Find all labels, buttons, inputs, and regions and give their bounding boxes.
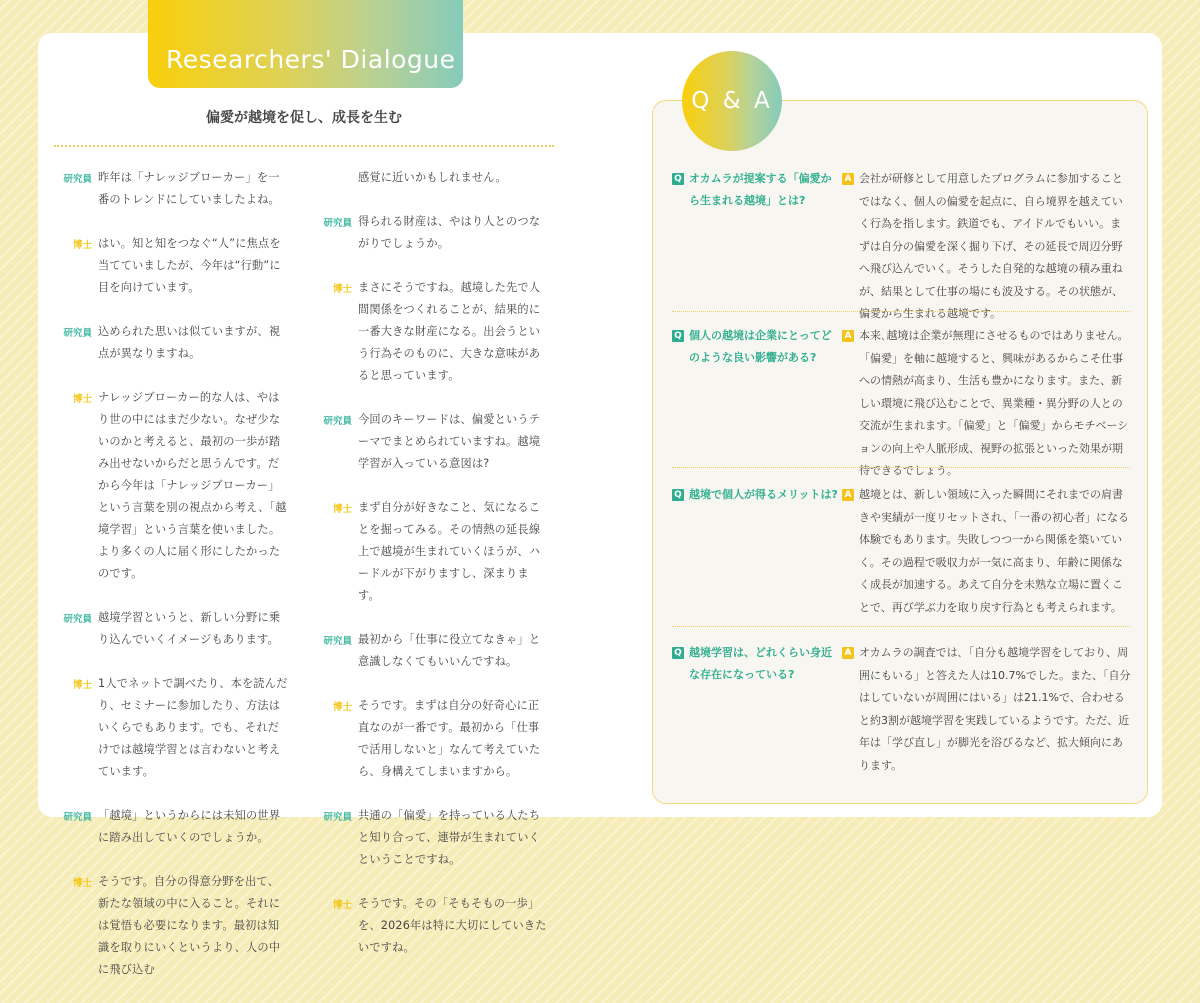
question-text: オカムラが提案する「偏愛から生まれる越境」とは?	[689, 172, 832, 207]
dialogue-text: 込められた思いは似ていますが、視点が異なりますね。	[98, 325, 281, 360]
dialogue-turn	[56, 673, 296, 783]
dialogue-column-left	[56, 167, 296, 1003]
section-title: Researchers' Dialogue	[166, 45, 456, 74]
dialogue-text: はい。知と知をつなぐ“人”に焦点を当てていましたが、今年は“行動”に目を向けています。	[98, 237, 281, 294]
speaker-label: 研究員	[323, 812, 352, 823]
qa-item	[672, 484, 1132, 619]
speaker-label: 研究員	[323, 636, 352, 647]
dialogue-turn	[316, 277, 556, 387]
question	[672, 642, 842, 777]
speaker-label: 博士	[72, 240, 92, 251]
qa-divider	[672, 467, 1130, 468]
dialogue-turn	[316, 409, 556, 475]
speaker-label: 博士	[332, 284, 352, 295]
qa-item	[672, 642, 1132, 777]
speaker-label: 研究員	[323, 416, 352, 427]
q-badge-icon: Q	[672, 489, 684, 501]
question-text: 個人の越境は企業にとってどのような良い影響がある?	[689, 329, 832, 364]
dialogue-subtitle: 偏愛が越境を促し、成長を生む	[206, 110, 402, 126]
dialogue-turn	[316, 695, 556, 783]
answer	[842, 325, 1132, 483]
speaker-label: 研究員	[63, 614, 92, 625]
dialogue-text: 得られる財産は、やはり人とのつながりでしょうか。	[358, 215, 541, 250]
dialogue-text: 共通の「偏愛」を持っている人たちと知り合って、連帯が生まれていくということですね。	[358, 809, 541, 866]
section-title-tab	[148, 0, 463, 88]
speaker-label: 研究員	[63, 812, 92, 823]
answer	[842, 168, 1132, 326]
speaker-label: 博士	[72, 680, 92, 691]
speaker-label: 博士	[332, 504, 352, 515]
answer-text: オカムラの調査では､「自分も越境学習をしており、周囲にもいる」と答えた人は10.7%でした。また、「自分はしていないが周囲にはいる」は21.1%で、合わせると約3割が越境学習を実践しているようです。ただ、近年は「学び直し」が脚光を浴びるなど、拡大傾向にあります。	[859, 646, 1131, 772]
dialogue-text: 1人でネットで調べたり、本を読んだり、セミナーに参加したり、方法はいくらでもあります。でも、それだけでは越境学習とは言わないと考えています。	[98, 677, 288, 778]
question-text: 越境で個人が得るメリットは?	[689, 488, 838, 501]
speaker-label: 研究員	[323, 218, 352, 229]
a-badge-icon: A	[842, 647, 854, 659]
answer-text: 本来､越境は企業が無理にさせるものではありません｡「偏愛」を軸に越境すると、興味があるからこそ仕事への情熱が高まり、生活も豊かになります。また、新しい環境に飛び込むことで、異業種・異分野の人との交流が生まれます｡「偏愛」と「偏愛」からモチベーションの向上や人脈形成、視野の拡張といった効果が期待できるでしょう。	[859, 329, 1129, 477]
a-badge-icon: A	[842, 330, 854, 342]
dialogue-column-right	[316, 167, 556, 981]
speaker-label: 博士	[332, 900, 352, 911]
dialogue-text: そうです。まずは自分の好奇心に正直なのが一番です。最初から「仕事で活用しないと」なんて考えていたら、身構えてしまいますから。	[358, 699, 541, 778]
dialogue-text: 最初から「仕事に役立てなきゃ」と意識しなくてもいいんですね。	[358, 633, 541, 668]
qa-title: Q & A	[691, 88, 773, 114]
answer	[842, 642, 1132, 777]
dialogue-turn	[56, 387, 296, 585]
qa-divider	[672, 626, 1130, 627]
speaker-label: 博士	[72, 878, 92, 889]
dialogue-turn	[316, 893, 556, 959]
dialogue-text: まず自分が好きなこと、気になることを掘ってみる。その情熱の延長線上で越境が生まれていくほうが、ハードルが下がりますし、深まります。	[358, 501, 541, 602]
a-badge-icon: A	[842, 173, 854, 185]
dialogue-text: そうです。自分の得意分野を出て、新たな領域の中に入ること。それには覚悟も必要になります。最初は知識を取りにいくというより、人の中に飛び込む	[98, 875, 281, 976]
dialogue-text: そうです。その「そもそもの一歩」を、2026年は特に大切にしていきたいですね。	[358, 897, 547, 954]
dialogue-text: 昨年は「ナレッジブローカー」を一番のトレンドにしていましたよね。	[98, 171, 280, 206]
dialogue-turn	[316, 629, 556, 673]
q-badge-icon: Q	[672, 330, 684, 342]
qa-divider	[672, 311, 1130, 312]
dialogue-turn	[56, 321, 296, 365]
dialogue-text: 「越境」というからには未知の世界に踏み出していくのでしょうか。	[98, 809, 281, 844]
answer-text: 会社が研修として用意したプログラムに参加することではなく、個人の偏愛を起点に、自ら境界を越えていく行為を指します。鉄道でも、アイドルでもいい。まずは自分の偏愛を深く掘り下げ、その延長で周辺分野へ飛び込んでいく。そうした自発的な越境の積み重ねが、結果として仕事の場にも波及する。その状態が、偏愛から生まれる越境です。	[859, 172, 1123, 320]
dialogue-text: 今回のキーワードは、偏愛というテーマでまとめられていますね。越境学習が入っている意図は?	[358, 413, 541, 470]
dialogue-turn	[56, 607, 296, 651]
dialogue-text: 感覚に近いかもしれません。	[358, 171, 507, 184]
q-badge-icon: Q	[672, 173, 684, 185]
dialogue-turn	[316, 805, 556, 871]
speaker-label: 研究員	[63, 328, 92, 339]
speaker-label	[316, 167, 358, 189]
a-badge-icon: A	[842, 489, 854, 501]
qa-item	[672, 168, 1132, 326]
dialogue-turn	[56, 233, 296, 299]
speaker-label: 研究員	[63, 174, 92, 185]
dialogue-turn	[56, 167, 296, 211]
qa-item	[672, 325, 1132, 483]
dialogue-turn	[316, 497, 556, 607]
dialogue-text: 越境学習というと、新しい分野に乗り込んでいくイメージもあります。	[98, 611, 281, 646]
question-text: 越境学習は、どれくらい身近な存在になっている?	[689, 646, 832, 681]
dialogue-turn	[56, 805, 296, 849]
dotted-divider	[54, 145, 554, 147]
dialogue-turn	[316, 211, 556, 255]
speaker-label: 博士	[72, 394, 92, 405]
dialogue-text: ナレッジブローカー的な人は、やはり世の中にはまだ少ない。なぜ少ないのかと考えると、最初の一歩が踏み出せないからだと思うんです。だから今年は「ナレッジブローカー」という言葉を別の視点から考え、「越境学習」という言葉を使いました。より多くの人に届く形にしたかったのです。	[98, 391, 287, 580]
question	[672, 168, 842, 326]
qa-title-badge	[682, 51, 782, 151]
speaker-label: 博士	[332, 702, 352, 713]
answer	[842, 484, 1132, 619]
question	[672, 325, 842, 483]
answer-text: 越境とは、新しい領域に入った瞬間にそれまでの肩書きや実績が一度リセットされ、「一番の初心者」になる体験でもあります。失敗しつつ一から関係を築いていく。その過程で吸収力が一気に高まり、年齢に関係なく成長が加速する。あえて自分を未熟な立場に置くことで、再び学ぶ力を取り戻す行為とも考えられます。	[859, 488, 1130, 614]
dialogue-turn	[56, 871, 296, 981]
dialogue-turn	[316, 167, 556, 189]
question	[672, 484, 842, 619]
dialogue-text: まさにそうですね。越境した先で人間関係をつくれることが、結果的に一番大きな財産になる。出会うという行為そのものに、大きな意味があると思っています。	[358, 281, 541, 382]
q-badge-icon: Q	[672, 647, 684, 659]
